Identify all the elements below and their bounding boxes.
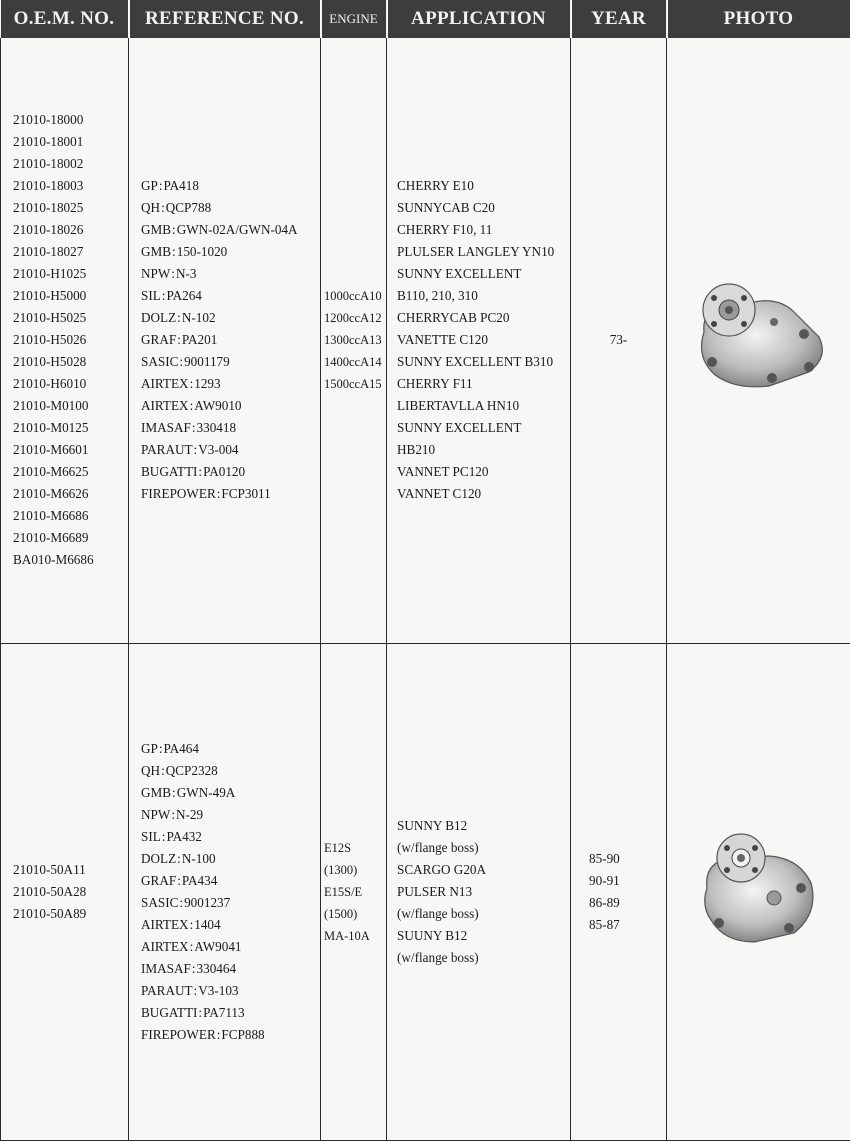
reference-code: FCP888	[221, 1026, 265, 1042]
header-reference: REFERENCE NO.	[129, 0, 321, 38]
reference-code: N-29	[175, 806, 204, 822]
list-item: 1200ccA12	[324, 311, 382, 326]
list-item: 21010-18026	[13, 222, 84, 238]
reference-item	[141, 219, 320, 241]
reference-code: PA432	[166, 828, 202, 844]
reference-brand: GP	[141, 740, 158, 756]
reference-separator: :	[191, 960, 196, 976]
reference-brand: DOLZ	[141, 310, 177, 326]
reference-brand: AIRTEX	[141, 398, 189, 414]
reference-item	[141, 892, 320, 914]
reference-item	[141, 914, 320, 936]
reference-item	[141, 1024, 320, 1046]
reference-brand: AIRTEX	[141, 916, 189, 932]
photo-cell	[667, 38, 850, 643]
list-item: CHERRY E10	[397, 178, 474, 194]
reference-brand: QH	[141, 200, 161, 216]
reference-brand: IMASAF	[141, 960, 191, 976]
list-item: 21010-18002	[13, 156, 84, 172]
table-row	[1, 643, 850, 1140]
reference-separator: :	[172, 244, 176, 260]
list-item: SUUNY B12	[397, 927, 468, 943]
reference-brand: SASIC	[141, 894, 179, 910]
list-item: 21010-18027	[13, 244, 84, 260]
header-photo: PHOTO	[667, 0, 850, 38]
reference-separator: :	[189, 398, 194, 414]
engine-cell	[321, 38, 387, 643]
list-item: 21010-H5025	[13, 310, 87, 326]
list-item: CHERRY F10, 11	[397, 222, 493, 238]
reference-brand: SIL	[141, 288, 161, 304]
reference-item	[141, 980, 320, 1002]
table-row	[1, 38, 850, 643]
list-item: 21010-H5026	[13, 332, 87, 348]
reference-brand: FIREPOWER	[141, 486, 216, 502]
list-item: SUNNY EXCELLENT	[397, 420, 522, 436]
list-item: 1500ccA15	[324, 377, 382, 392]
reference-separator: :	[158, 178, 163, 194]
list-item: 21010-18025	[13, 200, 84, 216]
reference-separator: :	[172, 222, 176, 238]
reference-separator: :	[172, 784, 176, 800]
reference-separator: :	[179, 354, 184, 370]
reference-item	[141, 395, 320, 417]
list-item: 1000ccA10	[324, 289, 382, 304]
reference-item	[141, 958, 320, 980]
reference-separator: :	[193, 442, 198, 458]
reference-brand: AIRTEX	[141, 938, 189, 954]
list-item: 1400ccA14	[324, 355, 382, 370]
reference-item	[141, 804, 320, 826]
reference-item	[141, 870, 320, 892]
reference-separator: :	[216, 1026, 221, 1042]
list-item: 21010-18001	[13, 134, 84, 150]
list-item: HB210	[397, 442, 436, 458]
reference-separator: :	[177, 850, 181, 866]
reference-item	[141, 175, 320, 197]
reference-code: V3-103	[198, 982, 239, 998]
reference-code: 9001179	[184, 354, 230, 370]
reference-code: V3-004	[198, 442, 239, 458]
reference-item	[141, 373, 320, 395]
reference-item	[141, 483, 320, 505]
list-item: 21010-M0100	[13, 398, 89, 414]
list-item: PULSER N13	[397, 883, 473, 899]
list-item: 21010-M0125	[13, 420, 89, 436]
list-item: 85-90	[589, 850, 620, 866]
engine-cell	[321, 643, 387, 1140]
list-item: (w/flange boss)	[397, 839, 479, 855]
reference-code: AW9010	[194, 398, 242, 414]
list-item: 21010-H1025	[13, 266, 87, 282]
reference-item	[141, 738, 320, 760]
reference-separator: :	[177, 310, 181, 326]
reference-code: PA464	[163, 740, 199, 756]
list-item: 21010-M6601	[13, 442, 89, 458]
list-item: 86-89	[589, 894, 620, 910]
list-item: VANNET PC120	[397, 464, 489, 480]
reference-separator: :	[189, 916, 194, 932]
list-item: (1300)	[324, 862, 358, 877]
reference-code: N-100	[181, 850, 216, 866]
reference-item	[141, 241, 320, 263]
reference-brand: BUGATTI	[141, 1004, 198, 1020]
list-item: E15S/E	[324, 884, 363, 899]
reference-brand: GMB	[141, 222, 172, 238]
reference-item	[141, 461, 320, 483]
reference-code: 150-1020	[176, 244, 228, 260]
reference-item	[141, 1002, 320, 1024]
list-item: MA-10A	[324, 928, 370, 943]
reference-brand: QH	[141, 762, 161, 778]
reference-code: PA264	[166, 288, 202, 304]
reference-brand: SIL	[141, 828, 161, 844]
list-item: 21010-50A28	[13, 883, 87, 899]
list-item: PLULSER LANGLEY YN10	[397, 244, 555, 260]
list-item: 21010-18003	[13, 178, 84, 194]
list-item: (w/flange boss)	[397, 949, 479, 965]
reference-separator: :	[161, 828, 166, 844]
reference-code: QCP788	[165, 200, 212, 216]
reference-brand: GMB	[141, 244, 172, 260]
list-item: 21010-M6626	[13, 486, 89, 502]
list-item: 73-	[609, 332, 628, 348]
reference-brand: NPW	[141, 806, 171, 822]
reference-brand: GP	[141, 178, 158, 194]
reference-separator: :	[161, 288, 166, 304]
reference-code: 1293	[194, 376, 221, 392]
water-pump-photo	[689, 828, 829, 948]
list-item: 21010-M6686	[13, 508, 89, 524]
reference-code: QCP2328	[165, 762, 218, 778]
list-item: 1300ccA13	[324, 333, 382, 348]
list-item: SCARGO G20A	[397, 861, 487, 877]
reference-brand: DOLZ	[141, 850, 177, 866]
reference-code: PA0120	[203, 464, 246, 480]
reference-brand: BUGATTI	[141, 464, 198, 480]
reference-item	[141, 782, 320, 804]
list-item: 21010-18000	[13, 112, 84, 128]
water-pump-photo	[684, 282, 834, 392]
header-engine: ENGINE	[321, 0, 387, 38]
reference-separator: :	[158, 740, 163, 756]
reference-cell	[129, 643, 321, 1140]
reference-brand: SASIC	[141, 354, 179, 370]
reference-cell	[129, 38, 321, 643]
list-item: LIBERTAVLLA HN10	[397, 398, 520, 414]
reference-brand: GMB	[141, 784, 172, 800]
reference-separator: :	[177, 332, 181, 348]
reference-item	[141, 329, 320, 351]
reference-item	[141, 439, 320, 461]
reference-separator: :	[171, 806, 175, 822]
photo-cell	[667, 643, 850, 1140]
application-cell	[387, 643, 571, 1140]
reference-item	[141, 263, 320, 285]
list-item: VANNET C120	[397, 486, 482, 502]
reference-code: PA418	[163, 178, 199, 194]
oem-cell	[1, 643, 129, 1140]
list-item: 21010-H5000	[13, 288, 87, 304]
reference-item	[141, 936, 320, 958]
list-item: 21010-M6689	[13, 530, 89, 546]
list-item: E12S	[324, 840, 352, 855]
reference-brand: FIREPOWER	[141, 1026, 216, 1042]
year-cell	[571, 38, 667, 643]
header-row	[1, 0, 850, 38]
reference-separator: :	[198, 464, 203, 480]
reference-separator: :	[189, 376, 194, 392]
list-item: B110, 210, 310	[397, 288, 478, 304]
reference-separator: :	[216, 486, 221, 502]
reference-code: PA434	[181, 872, 218, 888]
header-year: YEAR	[571, 0, 667, 38]
reference-separator: :	[191, 420, 196, 436]
reference-brand: PARAUT	[141, 982, 193, 998]
reference-item	[141, 307, 320, 329]
reference-brand: GRAF	[141, 332, 177, 348]
list-item: SUNNY EXCELLENT	[397, 266, 522, 282]
header-application: APPLICATION	[387, 0, 571, 38]
reference-item	[141, 285, 320, 307]
reference-separator: :	[171, 266, 175, 282]
list-item: SUNNYCAB C20	[397, 200, 495, 216]
reference-separator: :	[161, 762, 165, 778]
list-item: SUNNY B12	[397, 817, 468, 833]
reference-code: GWN-49A	[176, 784, 236, 800]
reference-item	[141, 848, 320, 870]
list-item: VANETTE C120	[397, 332, 488, 348]
oem-cell	[1, 38, 129, 643]
reference-separator: :	[189, 938, 194, 954]
reference-code: N-3	[175, 266, 197, 282]
reference-code: N-102	[181, 310, 216, 326]
reference-brand: GRAF	[141, 872, 177, 888]
reference-code: 330418	[196, 420, 237, 436]
reference-separator: :	[161, 200, 165, 216]
reference-item	[141, 760, 320, 782]
reference-item	[141, 197, 320, 219]
list-item: 21010-M6625	[13, 464, 89, 480]
list-item: 90-91	[589, 872, 620, 888]
list-item: 21010-50A89	[13, 905, 87, 921]
reference-code: PA7113	[203, 1004, 245, 1020]
reference-brand: AIRTEX	[141, 376, 189, 392]
reference-separator: :	[193, 982, 198, 998]
reference-separator: :	[177, 872, 181, 888]
list-item: SUNNY EXCELLENT B310	[397, 354, 554, 370]
header-oem: O.E.M. NO.	[1, 0, 129, 38]
list-item: CHERRY F11	[397, 376, 473, 392]
reference-brand: NPW	[141, 266, 171, 282]
list-item: 85-87	[589, 916, 620, 932]
list-item: 21010-H6010	[13, 376, 87, 392]
reference-item	[141, 826, 320, 848]
list-item: BA010-M6686	[13, 552, 94, 568]
year-cell	[571, 643, 667, 1140]
reference-item	[141, 351, 320, 373]
list-item: CHERRYCAB PC20	[397, 310, 510, 326]
reference-code: 9001237	[184, 894, 231, 910]
reference-separator: :	[179, 894, 184, 910]
list-item: (w/flange boss)	[397, 905, 479, 921]
reference-code: GWN-02A/GWN-04A	[176, 222, 298, 238]
list-item: 21010-50A11	[13, 861, 86, 877]
reference-separator: :	[198, 1004, 203, 1020]
application-cell	[387, 38, 571, 643]
reference-brand: IMASAF	[141, 420, 191, 436]
list-item: (1500)	[324, 906, 358, 921]
reference-code: 330464	[196, 960, 237, 976]
reference-item	[141, 417, 320, 439]
reference-code: PA201	[181, 332, 218, 348]
reference-code: AW9041	[194, 938, 242, 954]
list-item: 21010-H5028	[13, 354, 87, 370]
reference-code: FCP3011	[221, 486, 271, 502]
reference-brand: PARAUT	[141, 442, 193, 458]
reference-code: 1404	[194, 916, 221, 932]
